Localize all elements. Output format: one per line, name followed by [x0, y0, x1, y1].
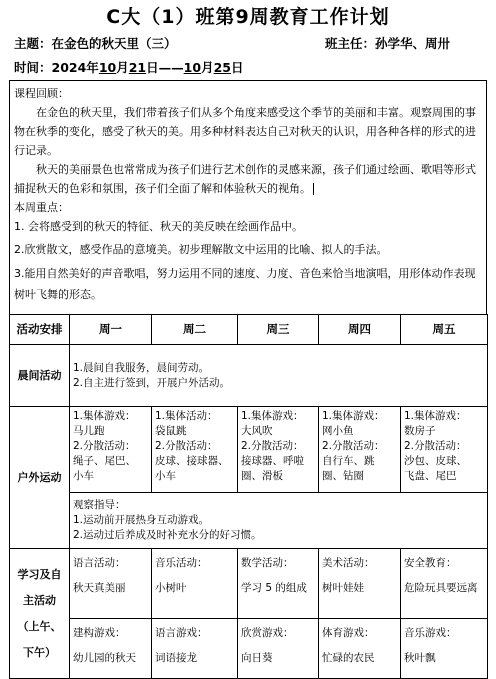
outdoor-line: 大风吹	[241, 425, 273, 437]
study-label-line: 主活动	[23, 593, 56, 607]
outdoor-line: 1.集体活动：	[155, 410, 218, 422]
study-thursday-pm	[319, 619, 401, 679]
time-label: 时间：	[14, 60, 52, 75]
outdoor-tuesday	[152, 407, 238, 493]
outdoor-line: 袋鼠跳	[155, 425, 187, 437]
teacher-line	[325, 34, 450, 52]
outdoor-line: 1.集体游戏：	[404, 410, 467, 422]
review-paragraph-2-text: 秋天的美丽景色也常常成为孩子们进行艺术创作的灵感来源，孩子们通过绘画、歌唱等形式捕捉秋天的色彩和氛围，孩子们全面了解和体验秋天的视角。	[14, 163, 476, 195]
study-friday-am	[401, 549, 488, 619]
study-thursday-am	[319, 549, 401, 619]
activity-type: 安全教育：	[404, 557, 457, 569]
activity-type: 语言活动：	[73, 557, 126, 569]
study-monday-am	[70, 549, 152, 619]
outdoor-line: 2.分散活动：	[322, 440, 385, 452]
outdoor-row	[10, 407, 488, 493]
time-month-char-2: 月	[201, 60, 214, 75]
theme-value: 在金色的秋天里（三）	[51, 36, 177, 51]
time-end-day: 25	[213, 60, 231, 75]
activity-name: 忙碌的农民	[322, 652, 375, 664]
outdoor-line: 2.分散活动：	[155, 440, 218, 452]
outdoor-line: 小车	[155, 470, 176, 482]
study-row-1	[10, 549, 488, 619]
outdoor-line: 1.集体游戏：	[322, 410, 385, 422]
header-friday: 周五	[401, 315, 488, 345]
study-tuesday-pm	[152, 619, 238, 679]
header-monday: 周一	[70, 315, 152, 345]
outdoor-line: 小车	[73, 470, 94, 482]
outdoor-line: 自行车、跳	[322, 455, 375, 467]
activity-name: 学习 5 的组成	[241, 582, 307, 594]
activity-name: 词语接龙	[155, 652, 197, 664]
outdoor-friday	[401, 407, 488, 493]
outdoor-line: 1.集体游戏：	[241, 410, 304, 422]
time-month-char: 月	[116, 60, 129, 75]
study-wednesday-pm	[238, 619, 319, 679]
outdoor-wednesday	[238, 407, 319, 493]
activity-name: 秋天真美丽	[73, 582, 126, 594]
morning-item-2: 2.自主进行签到，开展户外活动。	[73, 376, 231, 389]
outdoor-line: 绳子、尾巴、	[73, 455, 136, 467]
activity-name: 危险玩具要远离	[404, 582, 478, 594]
activity-name: 秋叶飘	[404, 652, 436, 664]
study-label-line: 下午）	[23, 645, 56, 659]
activity-name: 向日葵	[241, 652, 273, 664]
observe-item-2: 2.运动过后养成及时补充水分的好习惯。	[73, 529, 262, 541]
outdoor-line: 网小鱼	[322, 425, 354, 437]
header-tuesday: 周二	[152, 315, 238, 345]
focus-heading: 本周重点：	[14, 201, 69, 214]
morning-item-1: 1.晨间自我服务，晨间劳动。	[73, 361, 210, 374]
activity-type: 美术活动：	[322, 557, 375, 569]
observe-row	[10, 493, 488, 549]
activity-name: 树叶娃娃	[322, 582, 364, 594]
observe-heading: 观察指导：	[73, 499, 126, 511]
activity-name: 幼儿园的秋天	[73, 652, 136, 664]
study-label	[10, 549, 70, 679]
outdoor-line: 1.集体游戏：	[73, 410, 136, 422]
course-review-box	[9, 80, 487, 314]
time-start-month: 10	[98, 60, 117, 75]
time-end-month: 10	[183, 60, 202, 75]
focus-item-2: 2.欣赏散文，感受作品的意境美。初步理解散文中运用的比喻、拟人的手法。	[14, 243, 388, 256]
time-year: 2024年	[51, 60, 99, 75]
outdoor-line: 飞盘、尾巴	[404, 470, 457, 482]
outdoor-label: 户外运动	[10, 407, 70, 549]
time-start-day: 21	[128, 60, 147, 75]
header-activity: 活动安排	[10, 315, 70, 345]
morning-row	[10, 345, 488, 407]
outdoor-line: 圈、钻圈	[322, 470, 364, 482]
focus-item-1: 1. 会将感受到的秋天的特征、秋天的美反映在绘画作品中。	[14, 220, 303, 233]
time-end-day-char: 日	[230, 60, 244, 75]
time-line	[14, 58, 244, 76]
outdoor-line: 圈、滑板	[241, 470, 283, 482]
study-row-2	[10, 619, 488, 679]
morning-label: 晨间活动	[10, 345, 70, 407]
theme-line	[14, 34, 177, 52]
outdoor-line: 数房子	[404, 425, 436, 437]
activity-type: 音乐活动：	[155, 557, 208, 569]
morning-content	[70, 345, 488, 407]
outdoor-thursday	[319, 407, 401, 493]
outdoor-line: 2.分散活动：	[73, 440, 136, 452]
time-separator: 日——	[146, 60, 184, 75]
study-tuesday-am	[152, 549, 238, 619]
study-label-line: （上午、	[17, 619, 62, 633]
study-friday-pm	[401, 619, 488, 679]
activity-type: 音乐游戏：	[404, 627, 457, 639]
header-thursday: 周四	[319, 315, 401, 345]
outdoor-line: 皮球、接球器、	[155, 455, 229, 467]
observe-item-1: 1.运动前开展热身互动游戏。	[73, 514, 210, 526]
outdoor-line: 沙包、皮球、	[404, 455, 467, 467]
review-paragraph-2	[14, 160, 482, 198]
text-cursor	[313, 183, 314, 195]
activity-type: 语言游戏：	[155, 627, 208, 639]
observe-content	[70, 493, 488, 549]
table-header-row	[10, 315, 488, 345]
outdoor-line: 接球器、呼啦	[241, 455, 304, 467]
outdoor-line: 2.分散活动：	[404, 440, 467, 452]
schedule-table	[9, 314, 488, 679]
activity-type: 体育游戏：	[322, 627, 375, 639]
outdoor-line: 马儿跑	[73, 425, 105, 437]
review-heading: 课程回顾：	[14, 87, 69, 100]
theme-label: 主题：	[14, 36, 52, 51]
study-monday-pm	[70, 619, 152, 679]
activity-type: 建构游戏：	[73, 627, 126, 639]
outdoor-monday	[70, 407, 152, 493]
focus-item-3: 3.能用自然美好的声音歌唱，努力运用不同的速度、力度、音色来恰当地演唱，用形体动作表现树叶飞舞的形态。	[14, 267, 476, 301]
page-title: C大（1）班第9周教育工作计划	[106, 6, 390, 28]
activity-name: 小树叶	[155, 582, 187, 594]
teacher-names: 孙学华、周卅	[375, 36, 451, 51]
review-paragraph-1: 在金色的秋天里，我们带着孩子们从多个角度来感受这个季节的美丽和丰富。观察周围的事物在秋季的变化，感受了秋天的美。用多种材料表达自己对秋天的认识，用各种各样的形式的进行记录。	[14, 106, 476, 157]
study-wednesday-am	[238, 549, 319, 619]
study-label-line: 学习及自	[17, 567, 62, 581]
outdoor-line: 2.分散活动：	[241, 440, 304, 452]
header-wednesday: 周三	[238, 315, 319, 345]
activity-type: 欣赏游戏：	[241, 627, 294, 639]
teacher-label: 班主任：	[325, 36, 376, 51]
activity-type: 数学活动：	[241, 557, 294, 569]
